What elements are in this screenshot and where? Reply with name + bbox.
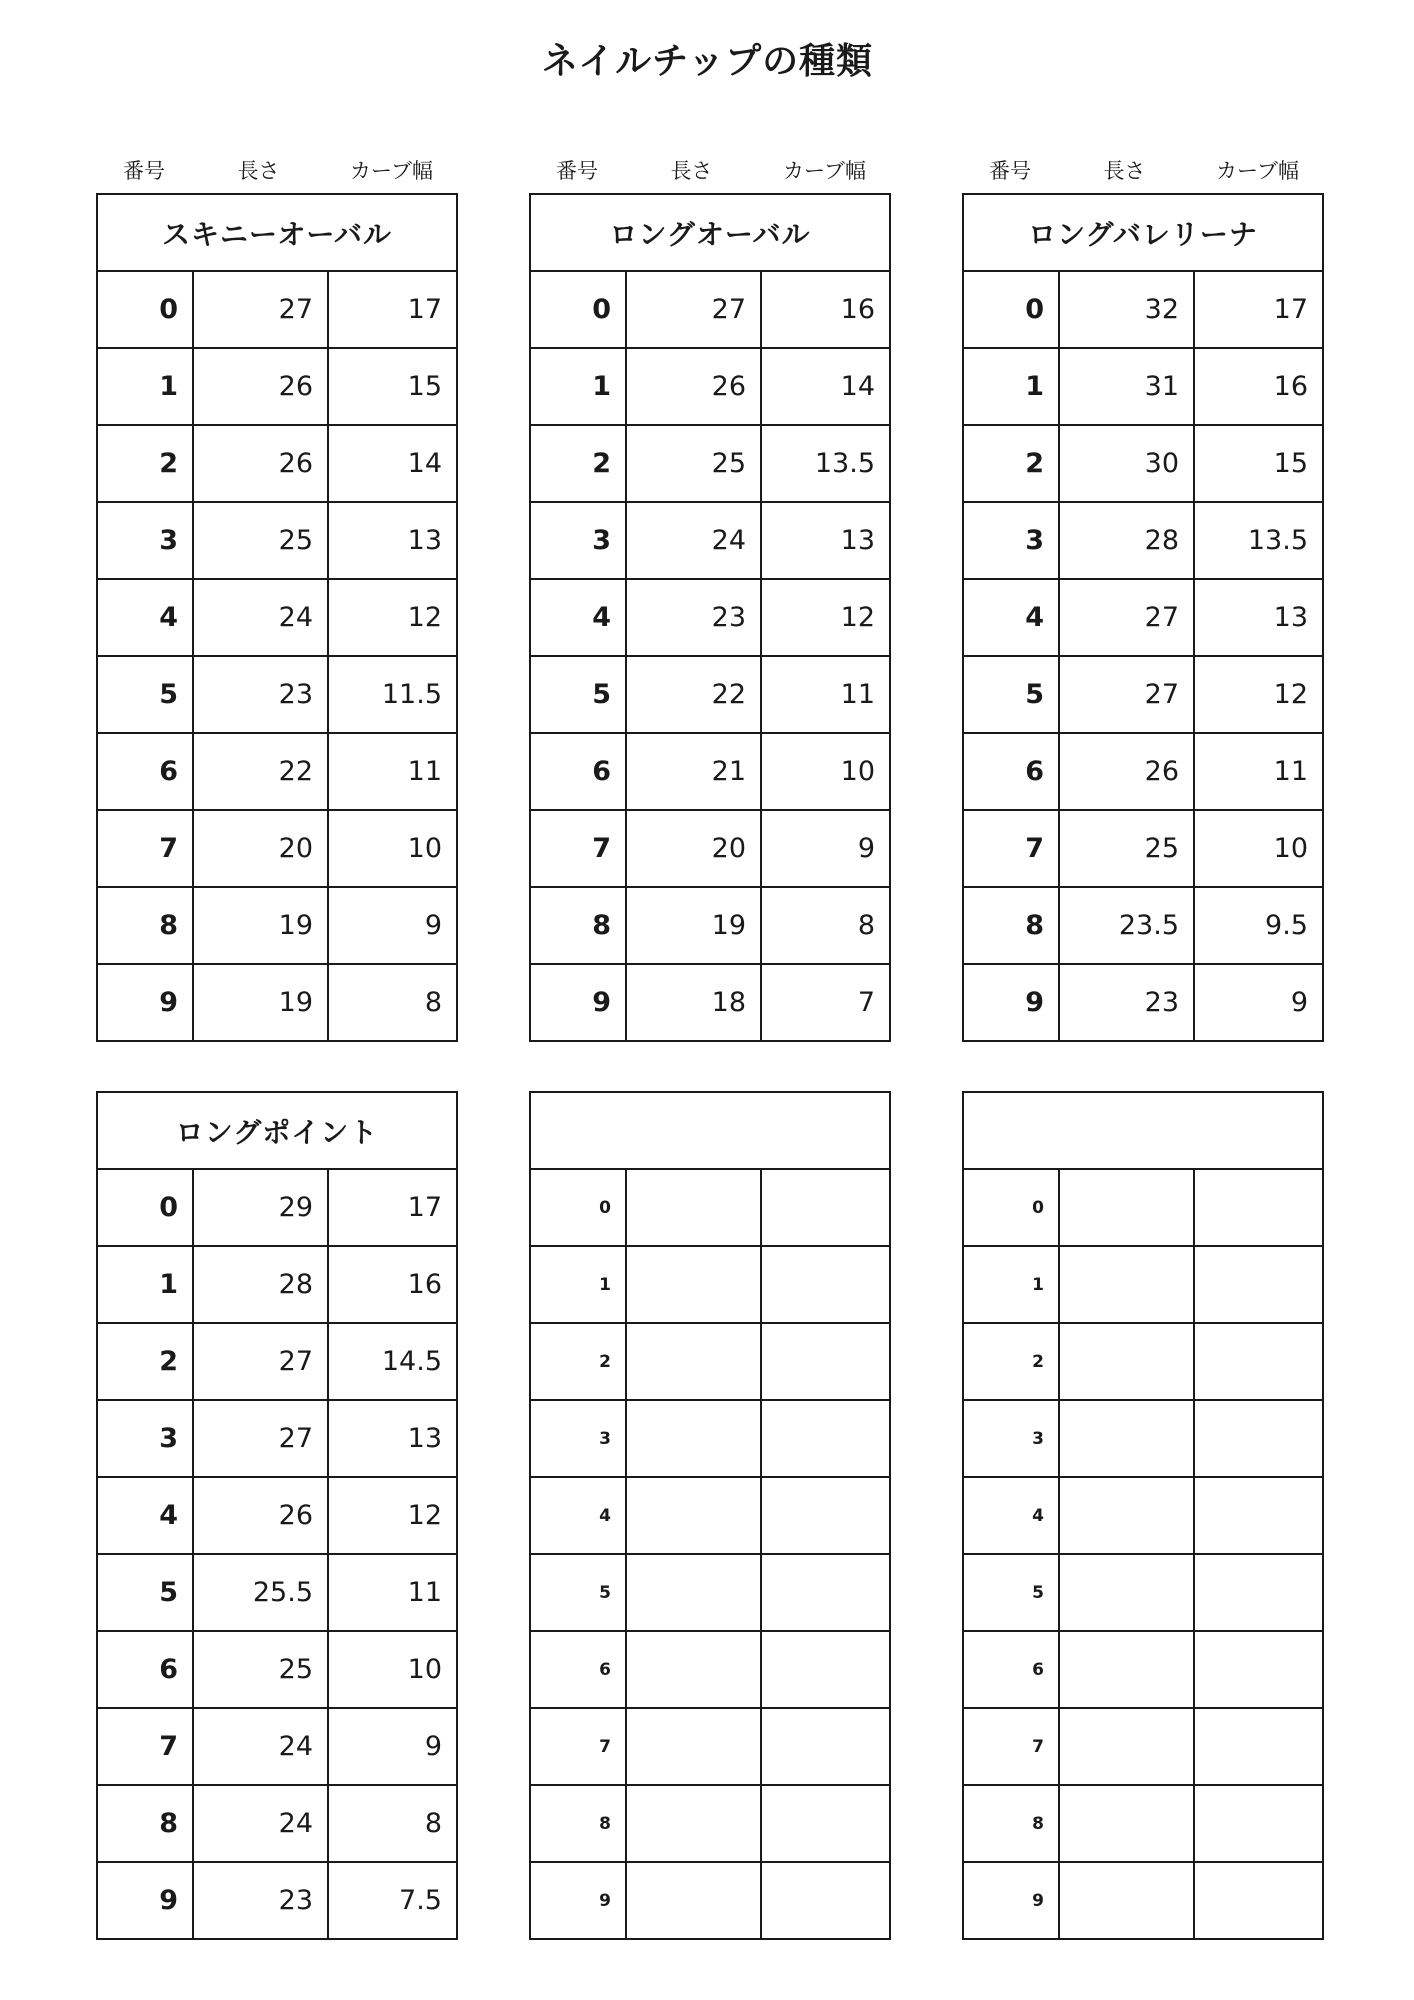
header-number: 番号 bbox=[556, 159, 598, 183]
cell-curve: 10 bbox=[1273, 833, 1308, 864]
cell-curve: 11 bbox=[840, 679, 875, 710]
cell-length bbox=[1060, 1324, 1195, 1399]
table-row bbox=[531, 1247, 889, 1324]
cell-curve: 7 bbox=[857, 987, 875, 1018]
table-row bbox=[98, 1555, 456, 1632]
cell-length bbox=[1060, 1170, 1195, 1245]
cell-curve: 8 bbox=[424, 987, 442, 1018]
table-skinny-oval bbox=[96, 193, 458, 1042]
cell-curve: 16 bbox=[1273, 371, 1308, 402]
header-curve-width: カーブ幅 bbox=[783, 159, 866, 183]
column-headers bbox=[962, 150, 1324, 185]
cell-num: 6 bbox=[964, 1632, 1060, 1707]
table-row bbox=[531, 888, 889, 965]
cell-length bbox=[627, 1863, 762, 1938]
cell-length: 18 bbox=[627, 965, 762, 1040]
table-row bbox=[98, 349, 456, 426]
table-column-long-ballerina bbox=[962, 150, 1324, 1042]
cell-num: 4 bbox=[531, 1478, 627, 1553]
table-row bbox=[531, 811, 889, 888]
header-curve-width: カーブ幅 bbox=[1216, 159, 1299, 183]
cell-num: 3 bbox=[98, 503, 194, 578]
table-body bbox=[531, 1170, 889, 1938]
cell-length bbox=[627, 1709, 762, 1784]
cell-length: 25 bbox=[627, 426, 762, 501]
cell-curve: 15 bbox=[1273, 448, 1308, 479]
cell-curve: 15 bbox=[407, 371, 442, 402]
table-long-point bbox=[96, 1091, 458, 1940]
cell-curve: 13 bbox=[407, 1423, 442, 1454]
cell-length: 19 bbox=[627, 888, 762, 963]
cell-num: 1 bbox=[98, 1247, 194, 1322]
table-row bbox=[98, 1247, 456, 1324]
table-row bbox=[964, 1478, 1322, 1555]
cell-num: 0 bbox=[98, 272, 194, 347]
cell-length: 24 bbox=[194, 580, 329, 655]
cell-num: 6 bbox=[531, 734, 627, 809]
table-row bbox=[964, 965, 1322, 1040]
table-row bbox=[531, 1786, 889, 1863]
table-row bbox=[98, 965, 456, 1040]
cell-length: 23 bbox=[1060, 965, 1195, 1040]
cell-length: 22 bbox=[627, 657, 762, 732]
cell-length bbox=[627, 1401, 762, 1476]
column-headers bbox=[96, 150, 458, 185]
table-title: ロングポイント bbox=[98, 1093, 456, 1170]
cell-length: 20 bbox=[194, 811, 329, 886]
cell-length: 20 bbox=[627, 811, 762, 886]
cell-curve bbox=[762, 1170, 889, 1245]
table-row bbox=[98, 811, 456, 888]
cell-length bbox=[1060, 1247, 1195, 1322]
table-title: ロングバレリーナ bbox=[964, 195, 1322, 272]
cell-length: 19 bbox=[194, 965, 329, 1040]
cell-num: 8 bbox=[531, 1786, 627, 1861]
cell-length: 31 bbox=[1060, 349, 1195, 424]
table-row bbox=[98, 580, 456, 657]
cell-curve: 14 bbox=[840, 371, 875, 402]
table-row bbox=[531, 734, 889, 811]
cell-num: 7 bbox=[531, 811, 627, 886]
cell-length bbox=[627, 1555, 762, 1630]
header-length: 長さ bbox=[670, 159, 713, 183]
cell-curve: 13 bbox=[840, 525, 875, 556]
table-title bbox=[531, 1093, 889, 1170]
cell-length: 27 bbox=[1060, 657, 1195, 732]
cell-curve: 13.5 bbox=[1247, 525, 1308, 556]
table-long-ballerina bbox=[962, 193, 1324, 1042]
cell-num: 8 bbox=[98, 888, 194, 963]
cell-num: 6 bbox=[98, 1632, 194, 1707]
cell-num: 5 bbox=[964, 657, 1060, 732]
table-row bbox=[98, 503, 456, 580]
table-body bbox=[98, 272, 456, 1040]
cell-curve: 8 bbox=[424, 1808, 442, 1839]
cell-num: 5 bbox=[531, 657, 627, 732]
cell-length bbox=[627, 1786, 762, 1861]
cell-length: 23.5 bbox=[1060, 888, 1195, 963]
cell-num: 7 bbox=[98, 1709, 194, 1784]
cell-num: 1 bbox=[964, 1247, 1060, 1322]
cell-num: 6 bbox=[98, 734, 194, 809]
cell-curve: 10 bbox=[407, 833, 442, 864]
table-row bbox=[964, 272, 1322, 349]
cell-curve bbox=[762, 1324, 889, 1399]
cell-curve: 13 bbox=[1273, 602, 1308, 633]
cell-num: 0 bbox=[964, 1170, 1060, 1245]
cell-length: 24 bbox=[194, 1709, 329, 1784]
table-column-blank-2 bbox=[962, 1091, 1324, 1940]
table-column-skinny-oval bbox=[96, 150, 458, 1042]
table-row bbox=[964, 426, 1322, 503]
cell-curve bbox=[1195, 1247, 1322, 1322]
cell-curve: 12 bbox=[407, 1500, 442, 1531]
cell-length: 22 bbox=[194, 734, 329, 809]
table-row bbox=[964, 811, 1322, 888]
cell-num: 2 bbox=[964, 1324, 1060, 1399]
cell-length: 23 bbox=[627, 580, 762, 655]
cell-curve: 9 bbox=[1290, 987, 1308, 1018]
cell-length bbox=[1060, 1478, 1195, 1553]
cell-curve bbox=[762, 1401, 889, 1476]
cell-curve bbox=[762, 1786, 889, 1861]
cell-curve: 11 bbox=[407, 756, 442, 787]
table-body bbox=[964, 272, 1322, 1040]
cell-curve: 14 bbox=[407, 448, 442, 479]
cell-curve: 9 bbox=[857, 833, 875, 864]
cell-num: 1 bbox=[531, 349, 627, 424]
cell-num: 9 bbox=[964, 965, 1060, 1040]
table-row bbox=[964, 888, 1322, 965]
table-blank-1 bbox=[529, 1091, 891, 1940]
cell-num: 9 bbox=[531, 1863, 627, 1938]
cell-curve bbox=[762, 1709, 889, 1784]
cell-num: 7 bbox=[964, 1709, 1060, 1784]
cell-num: 4 bbox=[964, 580, 1060, 655]
cell-length: 26 bbox=[194, 349, 329, 424]
cell-length bbox=[627, 1324, 762, 1399]
cell-curve: 16 bbox=[407, 1269, 442, 1300]
cell-num: 3 bbox=[964, 503, 1060, 578]
cell-length bbox=[1060, 1555, 1195, 1630]
cell-length bbox=[627, 1170, 762, 1245]
cell-curve: 12 bbox=[407, 602, 442, 633]
cell-length: 26 bbox=[1060, 734, 1195, 809]
table-row bbox=[964, 1247, 1322, 1324]
cell-num: 8 bbox=[964, 888, 1060, 963]
cell-curve: 14.5 bbox=[381, 1346, 442, 1377]
cell-length: 25 bbox=[1060, 811, 1195, 886]
cell-curve bbox=[1195, 1555, 1322, 1630]
cell-curve: 17 bbox=[1273, 294, 1308, 325]
cell-curve: 10 bbox=[407, 1654, 442, 1685]
table-column-long-oval bbox=[529, 150, 891, 1042]
table-row bbox=[531, 1401, 889, 1478]
table-row bbox=[531, 503, 889, 580]
header-length: 長さ bbox=[1103, 159, 1146, 183]
cell-curve: 17 bbox=[407, 1192, 442, 1223]
cell-curve bbox=[1195, 1632, 1322, 1707]
cell-length bbox=[1060, 1401, 1195, 1476]
cell-length bbox=[627, 1478, 762, 1553]
cell-length: 23 bbox=[194, 1863, 329, 1938]
cell-length: 24 bbox=[194, 1786, 329, 1861]
table-row bbox=[98, 1863, 456, 1938]
table-row bbox=[964, 1401, 1322, 1478]
cell-curve: 12 bbox=[840, 602, 875, 633]
table-row bbox=[531, 657, 889, 734]
cell-curve: 10 bbox=[840, 756, 875, 787]
cell-length: 27 bbox=[194, 1401, 329, 1476]
tables-top-row bbox=[96, 150, 1319, 1042]
table-row bbox=[98, 1324, 456, 1401]
table-row bbox=[531, 580, 889, 657]
table-row bbox=[531, 1555, 889, 1632]
cell-curve bbox=[762, 1478, 889, 1553]
table-row bbox=[964, 1709, 1322, 1786]
cell-num: 2 bbox=[531, 1324, 627, 1399]
cell-curve bbox=[1195, 1324, 1322, 1399]
header-number: 番号 bbox=[123, 159, 165, 183]
cell-num: 2 bbox=[531, 426, 627, 501]
cell-num: 0 bbox=[531, 1170, 627, 1245]
table-body bbox=[531, 272, 889, 1040]
table-row bbox=[98, 1478, 456, 1555]
cell-length bbox=[1060, 1786, 1195, 1861]
cell-curve bbox=[1195, 1478, 1322, 1553]
cell-curve bbox=[762, 1247, 889, 1322]
table-body bbox=[964, 1170, 1322, 1938]
cell-length: 30 bbox=[1060, 426, 1195, 501]
cell-curve: 13 bbox=[407, 525, 442, 556]
table-long-oval bbox=[529, 193, 891, 1042]
cell-length: 24 bbox=[627, 503, 762, 578]
cell-curve bbox=[762, 1555, 889, 1630]
cell-curve: 11 bbox=[1273, 756, 1308, 787]
table-row bbox=[531, 965, 889, 1040]
page-title: ネイルチップの種類 bbox=[541, 41, 874, 82]
cell-num: 4 bbox=[964, 1478, 1060, 1553]
table-row bbox=[964, 349, 1322, 426]
cell-num: 1 bbox=[964, 349, 1060, 424]
cell-num: 5 bbox=[98, 1555, 194, 1630]
cell-curve bbox=[1195, 1401, 1322, 1476]
cell-num: 5 bbox=[531, 1555, 627, 1630]
table-row bbox=[964, 1786, 1322, 1863]
cell-curve: 11 bbox=[407, 1577, 442, 1608]
cell-num: 5 bbox=[98, 657, 194, 732]
table-row bbox=[964, 1170, 1322, 1247]
cell-curve bbox=[1195, 1170, 1322, 1245]
cell-curve: 8 bbox=[857, 910, 875, 941]
table-column-long-point bbox=[96, 1091, 458, 1940]
table-row bbox=[98, 426, 456, 503]
table-row bbox=[98, 1170, 456, 1247]
cell-num: 3 bbox=[98, 1401, 194, 1476]
table-title: ロングオーバル bbox=[531, 195, 889, 272]
table-row bbox=[98, 1401, 456, 1478]
table-row bbox=[531, 1632, 889, 1709]
cell-num: 4 bbox=[98, 580, 194, 655]
cell-curve: 12 bbox=[1273, 679, 1308, 710]
table-row bbox=[964, 657, 1322, 734]
cell-length: 26 bbox=[194, 1478, 329, 1553]
cell-num: 8 bbox=[964, 1786, 1060, 1861]
table-blank-2 bbox=[962, 1091, 1324, 1940]
cell-length: 27 bbox=[1060, 580, 1195, 655]
table-row bbox=[98, 272, 456, 349]
cell-length: 27 bbox=[194, 1324, 329, 1399]
cell-num: 3 bbox=[531, 503, 627, 578]
cell-curve: 9 bbox=[424, 910, 442, 941]
cell-num: 2 bbox=[98, 426, 194, 501]
cell-num: 7 bbox=[98, 811, 194, 886]
cell-curve: 13.5 bbox=[814, 448, 875, 479]
cell-length bbox=[1060, 1863, 1195, 1938]
cell-num: 3 bbox=[964, 1401, 1060, 1476]
table-row bbox=[98, 888, 456, 965]
table-row bbox=[964, 734, 1322, 811]
cell-num: 5 bbox=[964, 1555, 1060, 1630]
cell-length bbox=[627, 1247, 762, 1322]
table-body bbox=[98, 1170, 456, 1938]
cell-length: 27 bbox=[627, 272, 762, 347]
cell-length: 25.5 bbox=[194, 1555, 329, 1630]
cell-curve bbox=[762, 1863, 889, 1938]
cell-num: 8 bbox=[531, 888, 627, 963]
cell-num: 0 bbox=[98, 1170, 194, 1245]
table-title bbox=[964, 1093, 1322, 1170]
cell-num: 1 bbox=[531, 1247, 627, 1322]
table-row bbox=[531, 1478, 889, 1555]
cell-num: 7 bbox=[964, 811, 1060, 886]
table-row bbox=[98, 1786, 456, 1863]
cell-length: 26 bbox=[627, 349, 762, 424]
cell-length: 23 bbox=[194, 657, 329, 732]
cell-curve: 9.5 bbox=[1265, 910, 1308, 941]
cell-curve: 7.5 bbox=[399, 1885, 442, 1916]
cell-num: 9 bbox=[98, 1863, 194, 1938]
table-row bbox=[531, 426, 889, 503]
header-length: 長さ bbox=[237, 159, 280, 183]
cell-curve bbox=[1195, 1709, 1322, 1784]
table-row bbox=[531, 1170, 889, 1247]
table-row bbox=[964, 503, 1322, 580]
cell-num: 6 bbox=[964, 734, 1060, 809]
table-row bbox=[964, 1863, 1322, 1938]
cell-length bbox=[627, 1632, 762, 1707]
tables-bottom-row bbox=[96, 1091, 1319, 1940]
cell-length: 21 bbox=[627, 734, 762, 809]
cell-length: 25 bbox=[194, 1632, 329, 1707]
table-row bbox=[964, 1632, 1322, 1709]
table-row bbox=[531, 272, 889, 349]
cell-num: 9 bbox=[531, 965, 627, 1040]
cell-curve bbox=[1195, 1863, 1322, 1938]
cell-num: 4 bbox=[531, 580, 627, 655]
cell-num: 6 bbox=[531, 1632, 627, 1707]
table-column-blank-1 bbox=[529, 1091, 891, 1940]
cell-length bbox=[1060, 1632, 1195, 1707]
table-title: スキニーオーバル bbox=[98, 195, 456, 272]
cell-length: 29 bbox=[194, 1170, 329, 1245]
table-row bbox=[964, 580, 1322, 657]
cell-length bbox=[1060, 1709, 1195, 1784]
cell-curve bbox=[762, 1632, 889, 1707]
cell-curve bbox=[1195, 1786, 1322, 1861]
cell-num: 2 bbox=[964, 426, 1060, 501]
cell-num: 2 bbox=[98, 1324, 194, 1399]
table-row bbox=[964, 1555, 1322, 1632]
table-row bbox=[964, 1324, 1322, 1401]
header-curve-width: カーブ幅 bbox=[350, 159, 433, 183]
table-row bbox=[531, 1324, 889, 1401]
cell-num: 9 bbox=[98, 965, 194, 1040]
cell-num: 0 bbox=[531, 272, 627, 347]
cell-curve: 17 bbox=[407, 294, 442, 325]
cell-length: 28 bbox=[194, 1247, 329, 1322]
cell-length: 27 bbox=[194, 272, 329, 347]
cell-length: 26 bbox=[194, 426, 329, 501]
header-number: 番号 bbox=[989, 159, 1031, 183]
cell-num: 0 bbox=[964, 272, 1060, 347]
cell-num: 9 bbox=[964, 1863, 1060, 1938]
cell-curve: 9 bbox=[424, 1731, 442, 1762]
cell-length: 25 bbox=[194, 503, 329, 578]
table-row bbox=[98, 734, 456, 811]
table-row bbox=[98, 657, 456, 734]
cell-num: 8 bbox=[98, 1786, 194, 1861]
cell-length: 28 bbox=[1060, 503, 1195, 578]
table-row bbox=[531, 1863, 889, 1938]
table-row bbox=[98, 1632, 456, 1709]
cell-num: 7 bbox=[531, 1709, 627, 1784]
cell-num: 3 bbox=[531, 1401, 627, 1476]
cell-num: 1 bbox=[98, 349, 194, 424]
cell-num: 4 bbox=[98, 1478, 194, 1553]
cell-length: 32 bbox=[1060, 272, 1195, 347]
table-row bbox=[98, 1709, 456, 1786]
table-row bbox=[531, 1709, 889, 1786]
cell-length: 19 bbox=[194, 888, 329, 963]
column-headers bbox=[529, 150, 891, 185]
cell-curve: 16 bbox=[840, 294, 875, 325]
table-row bbox=[531, 349, 889, 426]
cell-curve: 11.5 bbox=[381, 679, 442, 710]
